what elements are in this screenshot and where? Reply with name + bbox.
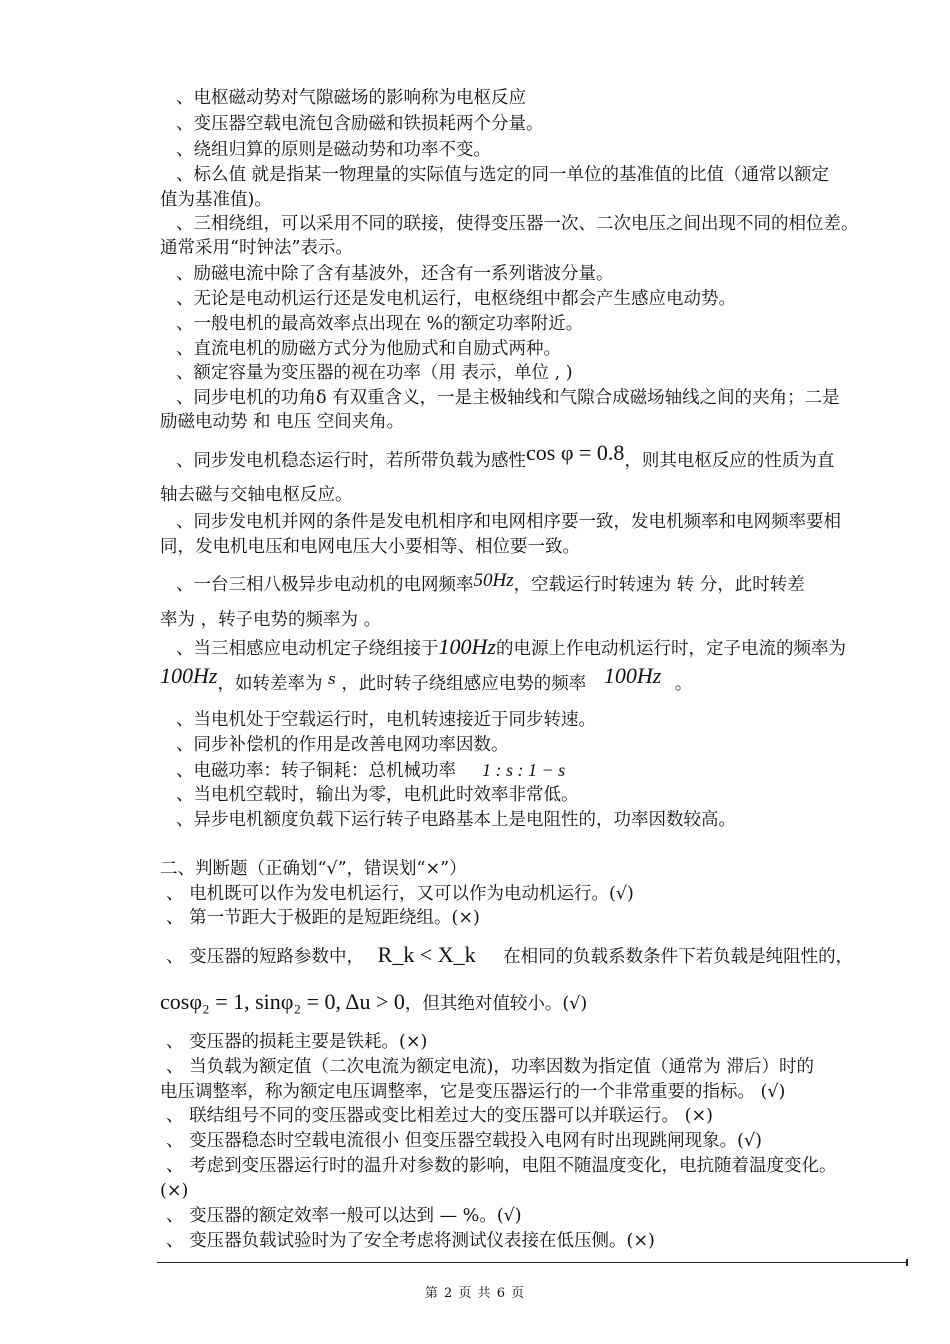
- q15-post: ，空载运行时转速为 转 分，此时转差: [513, 575, 805, 595]
- judge-item-4: 、 变压器的损耗主要是铁耗。(×): [166, 1032, 428, 1052]
- q16-mid: 的电源上作电动机运行时，定子电流的频率为: [495, 639, 846, 659]
- fill-item-12-cont: 轴去磁与交轴电枢反应。: [160, 485, 353, 505]
- fill-item-9: 、直流电机的励磁方式分为他励式和自励式两种。: [176, 339, 561, 359]
- fill-item-11: 、同步电机的功角δ 有双重含义，一是主极轴线和气隙合成磁场轴线之间的夹角；二是: [176, 388, 840, 408]
- judge-item-3-cont: [160, 990, 910, 1016]
- fill-item-1: 、电枢磁动势对气隙磁场的影响称为电枢反应: [176, 88, 526, 108]
- q16-post: ，此时转子绕组感应电势的频率: [341, 674, 587, 694]
- j3-post: 在相同的负载系数条件下若负载是纯阻性的，: [503, 947, 854, 967]
- judge-item-10: 、 变压器负载试验时为了安全考虑将测试仪表接在低压侧。(×): [166, 1231, 655, 1251]
- fill-item-20: 、异步电机额度负载下运行转子电路基本上是电阻性的，功率因数较高。: [176, 810, 736, 830]
- judge-item-8: 、 考虑到变压器运行时的温升对参数的影响，电阻不随温度变化，电抗随着温度变化。: [166, 1156, 837, 1176]
- judge-item-5-cont: 电压调整率，称为额定电压调整率，它是变压器运行的一个非常重要的指标。 (√): [160, 1082, 786, 1102]
- fill-item-6: 、励磁电流中除了含有基波外，还含有一系列谐波分量。: [176, 264, 614, 284]
- frequency-100hz-b: 100Hz: [160, 663, 218, 688]
- fill-item-18: [176, 758, 926, 783]
- slip-symbol: s: [328, 670, 336, 688]
- footer-rule-tick: [906, 1259, 908, 1266]
- q16-pre: 、当三相感应电动机定子绕组接于: [176, 639, 439, 659]
- q19-text: 、电磁功率：转子铜耗：总机械功率: [176, 761, 456, 781]
- fill-item-5-cont: 通常采用“时钟法”表示。: [160, 238, 353, 258]
- judge-item-2: 、 第一节距大于极距的是短距绕组。(×): [166, 908, 480, 928]
- fill-item-2: 、变压器空载电流包含励磁和铁损耗两个分量。: [176, 114, 544, 134]
- fill-item-13: 、同步发电机并网的条件是发电机相序和电网相序要一致，发电机频率和电网频率要相: [176, 512, 841, 532]
- judge-item-5: 、 当负载为额定值（二次电流为额定电流)，功率因数为指定值（通常为 滞后）时的: [166, 1057, 814, 1077]
- q15-pre: 、一台三相八极异步电动机的电网频率: [176, 575, 474, 595]
- fill-item-15-cont: [160, 663, 910, 696]
- q16-end: 。: [674, 674, 693, 694]
- judge-item-7: 、 变压器稳态时空载电流很小 但变压器空载投入电网有时出现跳闸现象。(√): [166, 1131, 762, 1151]
- q13-pre: 、同步发电机稳态运行时，若所带负载为感性: [176, 451, 526, 471]
- judge-item-8-cont: (×): [160, 1181, 189, 1201]
- judge-item-3: [166, 943, 916, 969]
- fill-item-12: [176, 440, 926, 473]
- power-ratio-formula: 1 : s : 1 − s: [482, 760, 566, 780]
- frequency-100hz-a: 100Hz: [438, 634, 496, 659]
- judge-item-9: 、 变压器的额定效率一般可以达到 — %。(√): [166, 1206, 522, 1226]
- judge-item-1: 、 电机既可以作为发电机运行，又可以作为电动机运行。(√): [166, 884, 634, 904]
- fill-item-13-cont: 同，发电机电压和电网电压大小要相等、相位要一致。: [160, 537, 580, 557]
- fill-item-3: 、绕组归算的原则是磁动势和功率不变。: [176, 140, 491, 160]
- q16-mid2: ，如转差率为: [217, 674, 323, 694]
- fill-item-10: 、额定容量为变压器的视在功率（用 表示，单位 , ): [176, 363, 573, 383]
- fill-item-14-cont: 率为 ，转子电势的频率为 。: [160, 610, 382, 630]
- page-number: 第 2 页 共 6 页: [424, 1286, 526, 1301]
- fill-item-4: 、标么值 就是指某一物理量的实际值与选定的同一单位的基准值的比值（通常以额定: [176, 165, 830, 185]
- fill-item-17: 、同步补偿机的作用是改善电网功率因数。: [176, 735, 509, 755]
- frequency-50hz: 50Hz: [473, 570, 514, 591]
- footer-rule: [157, 1262, 908, 1263]
- fill-item-4-cont: 值为基准值)。: [160, 190, 272, 210]
- judge-item-6: 、 联结组号不同的变压器或变比相差过大的变压器可以并联运行。 (×): [166, 1106, 713, 1126]
- cos-sin-formula: cosφ₂ = 1, sinφ₂ = 0, Δu > 0: [160, 989, 405, 1014]
- q13-post: ，则其电枢反应的性质为直: [624, 451, 835, 471]
- j3-pre: 、 变压器的短路参数中，: [166, 947, 365, 967]
- section-title: 二、判断题（正确划“√”，错误划“×”）: [160, 859, 467, 879]
- fill-item-7: 、无论是电动机运行还是发电机运行，电枢绕组中都会产生感应电动势。: [176, 289, 736, 309]
- fill-item-11-cont: 励磁电动势 和 电压 空间夹角。: [160, 412, 405, 432]
- frequency-100hz-c: 100Hz: [603, 663, 662, 688]
- fill-item-14: [176, 570, 926, 597]
- cos-phi-formula: cos φ = 0.8: [526, 440, 625, 465]
- fill-item-19: 、当电机空载时，输出为零，电机此时效率非常低。: [176, 785, 579, 805]
- fill-item-16: 、当电机处于空载运行时，电机转速接近于同步转速。: [176, 710, 596, 730]
- fill-item-5: 、三相绕组，可以采用不同的联接，使得变压器一次、二次电压之间出现不同的相位差。: [176, 214, 859, 234]
- rk-xk-formula: [378, 942, 481, 967]
- fill-item-15: [176, 635, 926, 661]
- fill-item-8: 、一般电机的最高效率点出现在 %的额定功率附近。: [176, 314, 584, 334]
- rk-xk-text: R_k < X_k: [377, 942, 476, 967]
- j3-line2-post: ，但其绝对值较小。(√): [404, 994, 588, 1014]
